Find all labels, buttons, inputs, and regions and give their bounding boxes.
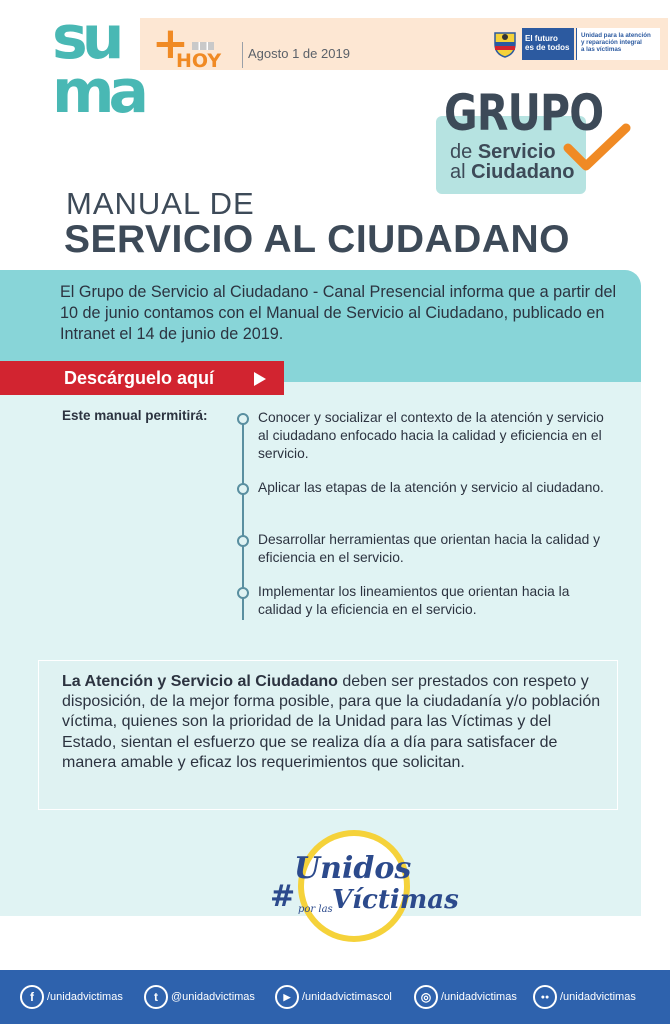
logo-hoy: HOY xyxy=(176,50,222,72)
list-item: Desarrollar herramientas que orientan hacia la calidad y eficiencia en el servicio. xyxy=(258,532,601,565)
social-instagram[interactable] xyxy=(414,985,517,1009)
colombia-shield-icon xyxy=(492,30,518,58)
intro-text: El Grupo de Servicio al Ciudadano - Canal Presencial informa que a partir del 10 de junio contamos con el Manual de Servicio al Ciudadano, publicado en Intranet el 14 de junio de 2019. xyxy=(60,283,617,343)
permits-label: Este manual permitirá: xyxy=(62,408,208,423)
title-line-1: MANUAL DE xyxy=(66,186,255,221)
logo-plus: + xyxy=(152,18,189,69)
twitter-icon: t xyxy=(144,985,168,1009)
play-arrow-icon xyxy=(254,372,266,386)
list-item: Conocer y socializar el contexto de la atención y servicio al ciudadano enfocado hacia la calidad y eficiencia en el servicio. xyxy=(258,410,604,461)
social-handle: @unidadvictimas xyxy=(171,991,255,1003)
seal-hash: # xyxy=(270,879,296,914)
social-handle: /unidadvictimascol xyxy=(302,991,392,1003)
seal-unidos: Unidos xyxy=(294,851,412,886)
seal-victimas: Víctimas xyxy=(332,885,459,915)
social-youtube[interactable] xyxy=(275,985,392,1009)
logo-su: su xyxy=(52,3,119,73)
grupo-line-1: de Servicio xyxy=(450,141,556,163)
logo-ma: ma xyxy=(52,57,144,127)
download-button-label: Descárguelo aquí xyxy=(64,368,215,388)
social-twitter[interactable] xyxy=(144,985,255,1009)
quote-text xyxy=(62,672,606,773)
gov-slogan: El futuro es de todos xyxy=(522,28,574,60)
list-item: Aplicar las etapas de la atención y servicio al ciudadano. xyxy=(258,480,604,495)
timeline-dot xyxy=(237,535,249,547)
checkmark-icon xyxy=(564,122,632,174)
grupo-servicio-logo xyxy=(436,84,636,198)
timeline-dot xyxy=(237,483,249,495)
suma-hoy-logo xyxy=(52,3,222,130)
logo-bars-icon xyxy=(192,42,214,50)
timeline-dot xyxy=(237,587,249,599)
timeline-dot xyxy=(237,413,249,425)
facebook-icon: f xyxy=(20,985,44,1009)
grupo-line-2: al Ciudadano xyxy=(450,161,575,183)
download-button[interactable] xyxy=(0,361,284,395)
social-handle: /unidadvictimas xyxy=(560,991,636,1003)
date-divider xyxy=(242,42,243,68)
social-handle: /unidadvictimas xyxy=(47,991,123,1003)
title-line-2: SERVICIO AL CIUDADANO xyxy=(64,218,570,261)
social-facebook[interactable] xyxy=(20,985,123,1009)
seal-por-las: por las xyxy=(298,904,333,915)
unidos-por-las-victimas-seal xyxy=(268,828,459,946)
instagram-icon: ◎ xyxy=(414,985,438,1009)
government-logo xyxy=(492,28,670,60)
unidad-victimas-label: Unidad para la atención y reparación integral a las víctimas xyxy=(576,28,660,60)
social-flickr[interactable] xyxy=(533,985,636,1009)
issue-date: Agosto 1 de 2019 xyxy=(248,46,350,61)
grupo-title: GRUPO xyxy=(444,84,604,142)
social-handle: /unidadvictimas xyxy=(441,991,517,1003)
list-item: Implementar los lineamientos que orientan hacia la calidad y la eficiencia en el servicio. xyxy=(258,584,570,617)
quote-rest: deben ser prestados con respeto y disposición, de la mejor forma posible, para que la ciudadanía y/o población víctima, quienes son la prioridad de la Unidad para las Víctimas y del Estado, sientan el esfuerzo que se realiza día a día para satisfacer de manera amable y eficaz los requerimientos que solicitan. xyxy=(62,673,601,771)
quote-bold: La Atención y Servicio al Ciudadano xyxy=(62,673,338,690)
youtube-icon: ▶ xyxy=(275,985,299,1009)
flickr-icon: ●● xyxy=(533,985,557,1009)
